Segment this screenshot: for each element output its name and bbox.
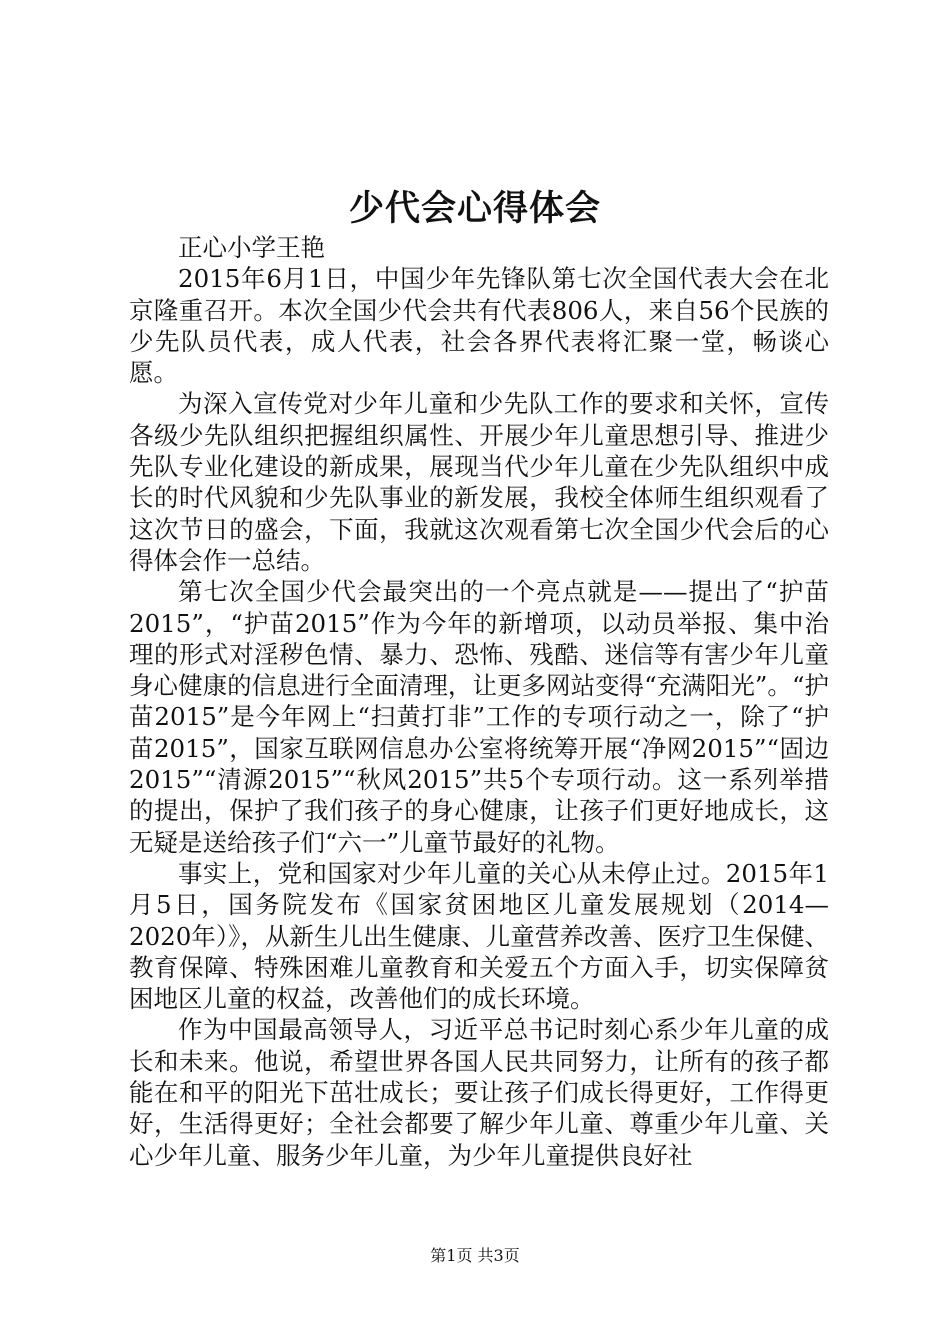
author-line: 正心小学王艳 [178,233,325,262]
page-footer: 第1页 共3页 [430,1246,520,1265]
paragraph: 为深入宣传党对少年儿童和少先队工作的要求和关怀，宣传各级少先队组织把握组织属性、开展少年儿童思想引导、推进少先队专业化建设的新成果，展现当代少年儿童在少先队组织中成长的时代风貌和少先队事业的新发展，我校全体师生组织观看了这次节日的盛会，下面，我就这次观看第七次全国少代会后的心得体会作一总结。 [129,389,829,575]
paragraph: 事实上，党和国家对少年儿童的关心从未停止过。2015年1月5日，国务院发布《国家贫困地区儿童发展规划（2014—2020年）》，从新生儿出生健康、儿童营养改善、医疗卫生保健、教育保障、特殊困难儿童教育和关爱五个方面入手，切实保障贫困地区儿童的权益，改善他们的成长环境。 [129,858,829,1014]
paragraph: 2015年6月1日，中国少年先锋队第七次全国代表大会在北京隆重召开。本次全国少代会共有代表806人，来自56个民族的少先队员代表，成人代表，社会各界代表将汇聚一堂，畅谈心愿。 [129,264,829,388]
paragraph: 第七次全国少代会最突出的一个亮点就是——提出了“护苗2015”，“护苗2015”作为今年的新增项，以动员举报、集中治理的形式对淫秽色情、暴力、恐怖、残酷、迷信等有害少年儿童身心健康的信息进行全面清理，让更多网站变得“充满阳光”。“护苗2015”是今年网上“扫黄打非”工作的专项行动之一，除了“护苗2015”，国家互联网信息办公室将统筹开展“净网2015”“固边2015”“清源2015”“秋风2015”共5个专项行动。这一系列举措的提出，保护了我们孩子的身心健康，让孩子们更好地成长，这无疑是送给孩子们“六一”儿童节最好的礼物。 [129,577,829,857]
paragraph: 作为中国最高领导人，习近平总书记时刻心系少年儿童的成长和未来。他说，希望世界各国人民共同努力，让所有的孩子都能在和平的阳光下茁壮成长；要让孩子们成长得更好，工作得更好，生活得更好；全社会都要了解少年儿童、尊重少年儿童、关心少年儿童、服务少年儿童，为少年儿童提供良好社 [129,1015,829,1170]
document-title: 少代会心得体会 [348,188,601,229]
document-body [129,232,829,1171]
